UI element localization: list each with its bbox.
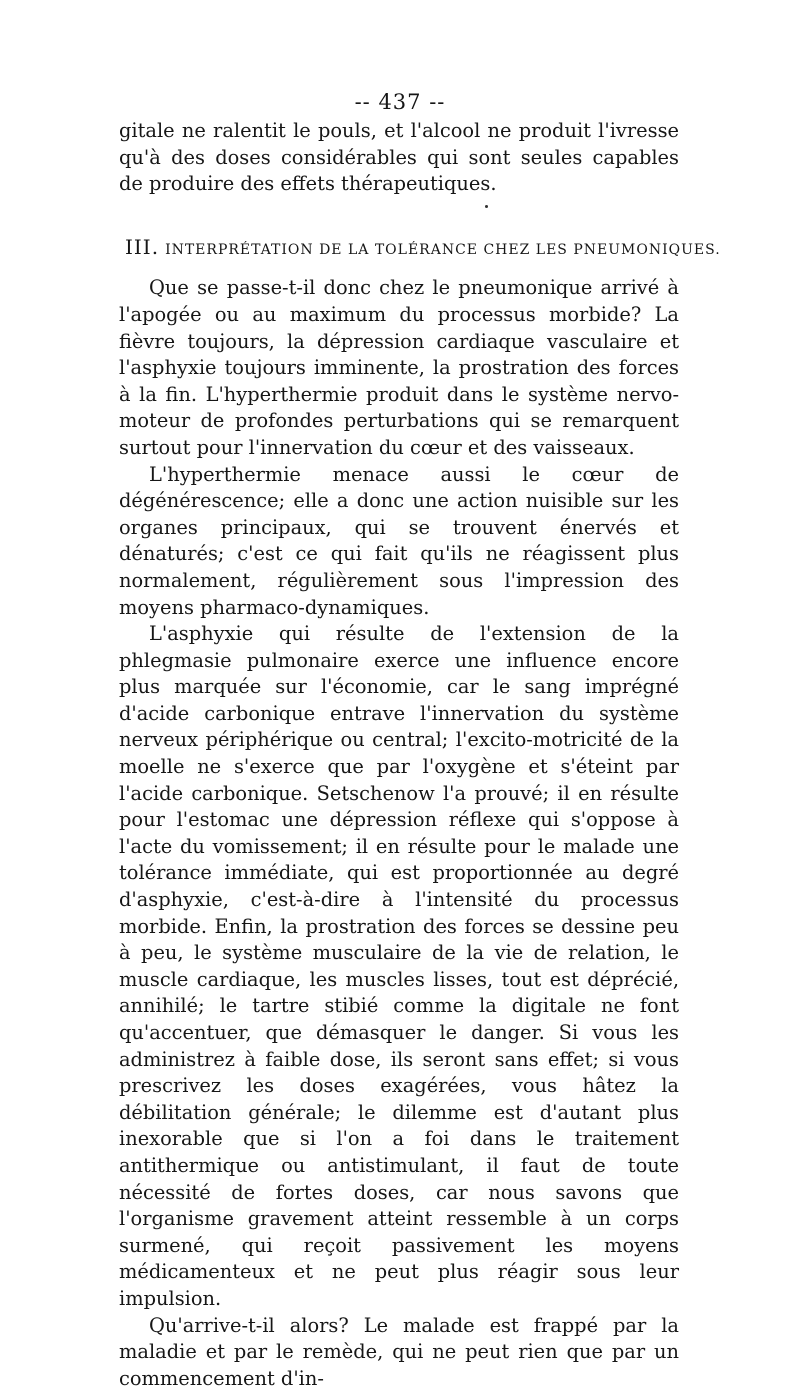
section-number: III. <box>125 234 160 259</box>
paragraph-4: Qu'arrive-t-il alors? Le malade est frappé par la maladie et par le remède, qui ne peut rien que par un commencement d'in- <box>119 1313 679 1390</box>
body-text <box>119 118 721 1392</box>
page-number: -- 437 -- <box>354 90 446 114</box>
lead-paragraph: gitale ne ralentit le pouls, et l'alcool ne produit l'ivresse qu'à des doses considérables qui sont seules capables de produire des effets thérapeutiques. <box>119 119 679 196</box>
paragraph-2: L'hyperthermie menace aussi le cœur de dégénérescence; elle a donc une action nuisible sur les organes principaux, qui se trouvent énervés et dénaturés; c'est ce qui fait qu'ils ne réagissent plus normalement, régulièrement sous l'impression des moyens pharmaco-dynamiques. <box>119 462 679 619</box>
paragraph-3: L'asphyxie qui résulte de l'extension de la phlegmasie pulmonaire exerce une influence encore plus marquée sur l'économie, car le sang imprégné d'acide carbonique entrave l'innervation du système nerveux périphérique ou central; l'excito-motricité de la moelle ne s'exerce que par l'oxygène et s'éteint par l'acide carbonique. Setschenow l'a prouvé; il en résulte pour l'estomac une dépression réflexe qui s'oppose à l'acte du vomissement; il en résulte pour le malade une tolérance immédiate, qui est proportionnée au degré d'asphyxie, c'est-à-dire à l'intensité du processus morbide. Enfin, la prostration des forces se dessine peu à peu, le système musculaire de la vie de relation, le muscle cardiaque, les muscles lisses, tout est déprécié, annihilé; le tartre stibié comme la digitale ne font qu'accentuer, que démasquer le danger. Si vous les administrez à faible dose, ils seront sans effet; si vous prescrivez les doses exagérées, vous hâtez la débilitation générale; le dilemme est d'autant plus inexorable que si l'on a foi dans le traitement antithermique ou antistimulant, il faut de toute nécessité de fortes doses, car nous savons que l'organisme gravement atteint ressemble à un corps surmené, qui reçoit passivement les moyens médicamenteux et ne peut plus réagir sous leur impulsion. <box>119 622 679 1310</box>
section-title: INTERPRÉTATION DE LA TOLÉRANCE CHEZ LES PNEUMONIQUES. <box>165 241 721 258</box>
section-heading <box>119 234 721 264</box>
paragraph-1: Que se passe-t-il donc chez le pneumonique arrivé à l'apogée ou au maximum du processus morbide? La fièvre toujours, la dépression cardiaque vasculaire et l'asphyxie toujours imminente, la prostration des forces à la fin. L'hyperthermie produit dans le système nervo-moteur de profondes perturbations qui se remarquent surtout pour l'innervation du cœur et des vaisseaux. <box>119 276 679 459</box>
